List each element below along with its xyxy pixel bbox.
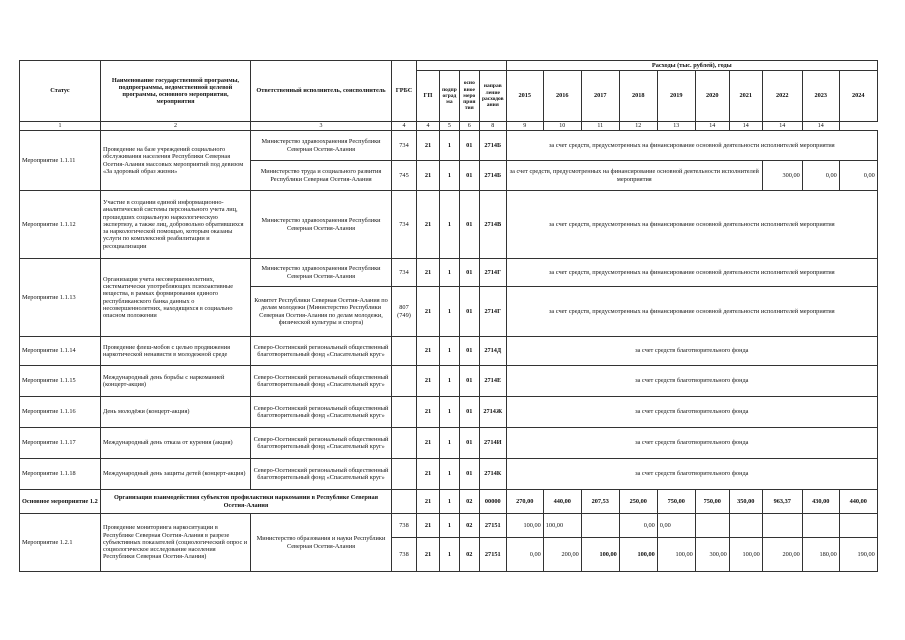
row-dir: 2714Е (479, 366, 506, 397)
row-gp: 21 (417, 161, 440, 191)
row-pp: 1 (440, 259, 460, 287)
row-value: 0,00 (506, 538, 543, 572)
row-grbs: 738 (392, 538, 417, 572)
header-year: 2019 (657, 71, 695, 122)
row-name: Организация взаимодействия субъектов профилактики наркомании в Республике Северная Осетия-Алания (101, 490, 392, 514)
row-value: 0,00 (802, 161, 839, 191)
row-dir: 2714Ж (479, 397, 506, 428)
row-executor: Северо-Осетинский региональный общественный благотворительный фонд «Спасательный круг» (251, 366, 392, 397)
row-pp: 1 (440, 191, 460, 259)
header-year: 2022 (762, 71, 802, 122)
row-funding-note: за счет средств, предусмотренных на финансирование основной деятельности исполнителей мероприятия (506, 259, 877, 287)
row-executor: Министерство здравоохранения Республики Северная Осетия-Алания (251, 131, 392, 161)
row-pp: 1 (440, 161, 460, 191)
row-executor: Северо-Осетинский региональный общественный благотворительный фонд «Спасательный круг» (251, 459, 392, 490)
row-value: 180,00 (802, 538, 839, 572)
row-om: 02 (459, 514, 479, 538)
header-om: осно вное меро прия тия (459, 71, 479, 122)
row-om: 01 (459, 287, 479, 337)
row-grbs: 738 (392, 514, 417, 538)
header-expenses-title: Расходы (тыс. рублей), годы (506, 61, 877, 71)
row-executor: Комитет Республики Северная Осетия-Алания по делам молодежи (Министерство Республики Северная Осетия-Алания по делам молодежи, физической культуры и спорта) (251, 287, 392, 337)
row-value: 100,00 (619, 538, 657, 572)
row-value: 200,00 (762, 538, 802, 572)
row-gp: 21 (417, 514, 440, 538)
row-status: Мероприятие 1.1.15 (20, 366, 101, 397)
row-name: Организация учета несовершеннолетних, систематически употребляющих психоактивные вещества, в рамках формирования единого республиканского банка данных о несовершеннолетних, находящихся в социально опасном положении (101, 259, 251, 337)
header-executor: Ответственный исполнитель, соисполнитель (251, 61, 392, 122)
row-value: 207,53 (581, 490, 619, 514)
row-gp: 21 (417, 459, 440, 490)
row-pp: 1 (440, 428, 460, 459)
row-name: Международный день отказа от курения (акция) (101, 428, 251, 459)
row-gp: 21 (417, 397, 440, 428)
row-name: День молодёжи (концерт-акция) (101, 397, 251, 428)
row-value (729, 514, 762, 538)
row-om: 01 (459, 459, 479, 490)
header-year: 2020 (695, 71, 729, 122)
column-numbers-row (20, 122, 878, 131)
row-pp: 1 (440, 287, 460, 337)
col-number: 4 (392, 122, 417, 131)
row-value: 100,00 (581, 538, 619, 572)
row-funding-note: за счет средств, предусмотренных на финансирование основной деятельности исполнителей мероприятия (506, 131, 877, 161)
row-om: 02 (459, 538, 479, 572)
row-grbs (392, 459, 417, 490)
row-value: 100,00 (657, 538, 695, 572)
table-row (20, 459, 878, 490)
row-funding-note: за счет средств, предусмотренных на финансирование основной деятельности исполнителей мероприятия (506, 287, 877, 337)
row-dir: 27151 (479, 514, 506, 538)
table-row (20, 259, 878, 287)
col-number: 9 (506, 122, 543, 131)
row-om: 01 (459, 397, 479, 428)
row-value: 0,00 (839, 161, 877, 191)
row-om: 01 (459, 337, 479, 366)
col-number: 14 (802, 122, 839, 131)
row-executor: Северо-Осетинский региональный общественный благотворительный фонд «Спасательный круг» (251, 428, 392, 459)
row-gp: 21 (417, 287, 440, 337)
row-value: 190,00 (839, 538, 877, 572)
row-value: 250,00 (619, 490, 657, 514)
row-value: 300,00 (762, 161, 802, 191)
row-executor: Северо-Осетинский региональный общественный благотворительный фонд «Спасательный круг» (251, 397, 392, 428)
row-grbs (392, 428, 417, 459)
row-executor: Министерство здравоохранения Республики Северная Осетия-Алания (251, 191, 392, 259)
row-om: 02 (459, 490, 479, 514)
row-funding-note: за счет средств благотворительного фонда (506, 366, 877, 397)
col-number: 6 (459, 122, 479, 131)
table-row (20, 397, 878, 428)
row-gp: 21 (417, 337, 440, 366)
row-executor: Министерство здравоохранения Республики Северная Осетия-Алания (251, 259, 392, 287)
row-dir: 2714Д (479, 337, 506, 366)
header-gp: ГП (417, 71, 440, 122)
row-dir: 2714Б (479, 161, 506, 191)
row-gp: 21 (417, 259, 440, 287)
row-dir: 00000 (479, 490, 506, 514)
row-value: 100,00 (543, 514, 581, 538)
col-number: 14 (762, 122, 802, 131)
row-pp: 1 (440, 459, 460, 490)
row-funding-note: за счет средств благотворительного фонда (506, 397, 877, 428)
row-name: Проведение на базе учреждений социального обслуживания населения Республики Северная Осетия-Алания массовых мероприятий под девизом «За здоровый образ жизни» (101, 131, 251, 191)
table-row (20, 428, 878, 459)
row-status: Мероприятие 1.1.12 (20, 191, 101, 259)
header-year: 2016 (543, 71, 581, 122)
row-funding-note: за счет средств благотворительного фонда (506, 459, 877, 490)
row-funding-note: за счет средств, предусмотренных на финансирование основной деятельности исполнителей мероприятия (506, 161, 762, 191)
row-grbs: 734 (392, 259, 417, 287)
row-status: Мероприятие 1.1.17 (20, 428, 101, 459)
col-number: 11 (581, 122, 619, 131)
row-grbs: 745 (392, 161, 417, 191)
header-year: 2015 (506, 71, 543, 122)
row-value (695, 514, 729, 538)
row-status: Мероприятие 1.1.14 (20, 337, 101, 366)
row-grbs (392, 490, 417, 514)
col-number: 14 (695, 122, 729, 131)
row-gp: 21 (417, 538, 440, 572)
row-value: 200,00 (543, 538, 581, 572)
row-value: 300,00 (695, 538, 729, 572)
row-value (839, 514, 877, 538)
row-pp: 1 (440, 366, 460, 397)
row-status: Основное мероприятие 1.2 (20, 490, 101, 514)
col-number: 5 (440, 122, 460, 131)
row-gp: 21 (417, 191, 440, 259)
col-number: 2 (101, 122, 251, 131)
row-pp: 1 (440, 337, 460, 366)
row-dir: 2714И (479, 428, 506, 459)
row-gp: 21 (417, 428, 440, 459)
header-year: 2018 (619, 71, 657, 122)
row-value: 430,00 (802, 490, 839, 514)
row-dir: 2714Г (479, 287, 506, 337)
row-dir: 2714Б (479, 131, 506, 161)
table-row (20, 131, 878, 161)
header-grbs: ГРБС (392, 61, 417, 122)
table-row (20, 514, 878, 538)
row-pp: 1 (440, 538, 460, 572)
row-om: 01 (459, 259, 479, 287)
row-status: Мероприятие 1.2.1 (20, 514, 101, 572)
row-status: Мероприятие 1.1.11 (20, 131, 101, 191)
row-dir: 2714К (479, 459, 506, 490)
row-pp: 1 (440, 397, 460, 428)
row-name: Международный день защиты детей (концерт-акция) (101, 459, 251, 490)
row-value (581, 514, 619, 538)
row-dir: 2714Г (479, 259, 506, 287)
row-value: 270,00 (506, 490, 543, 514)
row-status: Мероприятие 1.1.16 (20, 397, 101, 428)
row-funding-note: за счет средств благотворительного фонда (506, 428, 877, 459)
col-number: 4 (417, 122, 440, 131)
table-row (20, 366, 878, 397)
row-value (762, 514, 802, 538)
row-om: 01 (459, 161, 479, 191)
row-name: Международный день борьбы с наркоманией (концерт-акция) (101, 366, 251, 397)
row-executor: Министерство труда и социального развития Республики Северная Осетия-Алания (251, 161, 392, 191)
budget-table (19, 60, 878, 572)
header-year: 2024 (839, 71, 877, 122)
col-number: 1 (20, 122, 101, 131)
header-year: 2021 (729, 71, 762, 122)
row-name: Проведение флеш-мобов с целью продвижения наркотической ненависти в молодежной среде (101, 337, 251, 366)
header-program-name: Наименование государственной программы, подпрограммы, ведомственной целевой программы, основного мероприятия, мероприятия (101, 61, 251, 122)
row-grbs (392, 366, 417, 397)
col-number: 3 (251, 122, 392, 131)
row-funding-note: за счет средств, предусмотренных на финансирование основной деятельности исполнителей мероприятия (506, 191, 877, 259)
row-value (802, 514, 839, 538)
row-value: 350,00 (729, 490, 762, 514)
row-pp: 1 (440, 131, 460, 161)
header-pp: подпр оград ма (440, 71, 460, 122)
row-value: 750,00 (657, 490, 695, 514)
row-executor: Министерство образования и науки Республики Северная Осетия-Алания (251, 514, 392, 572)
table-row (20, 191, 878, 259)
row-om: 01 (459, 366, 479, 397)
header-year: 2023 (802, 71, 839, 122)
row-value: 440,00 (543, 490, 581, 514)
row-executor: Северо-Осетинский региональный общественный благотворительный фонд «Спасательный круг» (251, 337, 392, 366)
col-number: 10 (543, 122, 581, 131)
row-grbs (392, 397, 417, 428)
table-row (20, 337, 878, 366)
row-value: 750,00 (695, 490, 729, 514)
table-row (20, 490, 878, 514)
row-grbs (392, 337, 417, 366)
header-year: 2017 (581, 71, 619, 122)
header-code-group (417, 61, 507, 71)
row-status: Мероприятие 1.1.13 (20, 259, 101, 337)
row-pp: 1 (440, 514, 460, 538)
row-value: 100,00 (729, 538, 762, 572)
row-dir: 27151 (479, 538, 506, 572)
row-om: 01 (459, 191, 479, 259)
row-grbs: 734 (392, 131, 417, 161)
row-pp: 1 (440, 490, 460, 514)
row-om: 01 (459, 428, 479, 459)
header-status: Статус (20, 61, 101, 122)
col-number: 13 (657, 122, 695, 131)
row-dir: 2714В (479, 191, 506, 259)
col-number: 14 (729, 122, 762, 131)
row-value: 0,00 (619, 514, 657, 538)
row-om: 01 (459, 131, 479, 161)
row-gp: 21 (417, 490, 440, 514)
row-value: 963,37 (762, 490, 802, 514)
row-gp: 21 (417, 366, 440, 397)
header-dir: направ ление расходов ания (479, 71, 506, 122)
row-value: 100,00 (506, 514, 543, 538)
col-number: 12 (619, 122, 657, 131)
row-funding-note: за счет средств благотворительного фонда (506, 337, 877, 366)
row-name: Проведение мониторинга наркоситуации в Республике Северная Осетия-Алания в разрезе субъективных показателей (социологический опрос и социологическое исследование населения Республики Северная Осетия-Алания) (101, 514, 251, 572)
row-value: 440,00 (839, 490, 877, 514)
row-grbs: 807 (749) (392, 287, 417, 337)
row-name: Участие в создании единой информационно-аналитической системы персонального учета лиц, прошедших социальную наркологическую экспертизу, а также лиц, добровольно обратившихся за наркологической помощью, которым оказаны услуги по комплексной реабилитации и ресоциализации (101, 191, 251, 259)
budget-table-sheet (19, 60, 878, 572)
row-gp: 21 (417, 131, 440, 161)
row-status: Мероприятие 1.1.18 (20, 459, 101, 490)
row-value: 0,00 (657, 514, 695, 538)
row-grbs: 734 (392, 191, 417, 259)
col-number: 8 (479, 122, 506, 131)
